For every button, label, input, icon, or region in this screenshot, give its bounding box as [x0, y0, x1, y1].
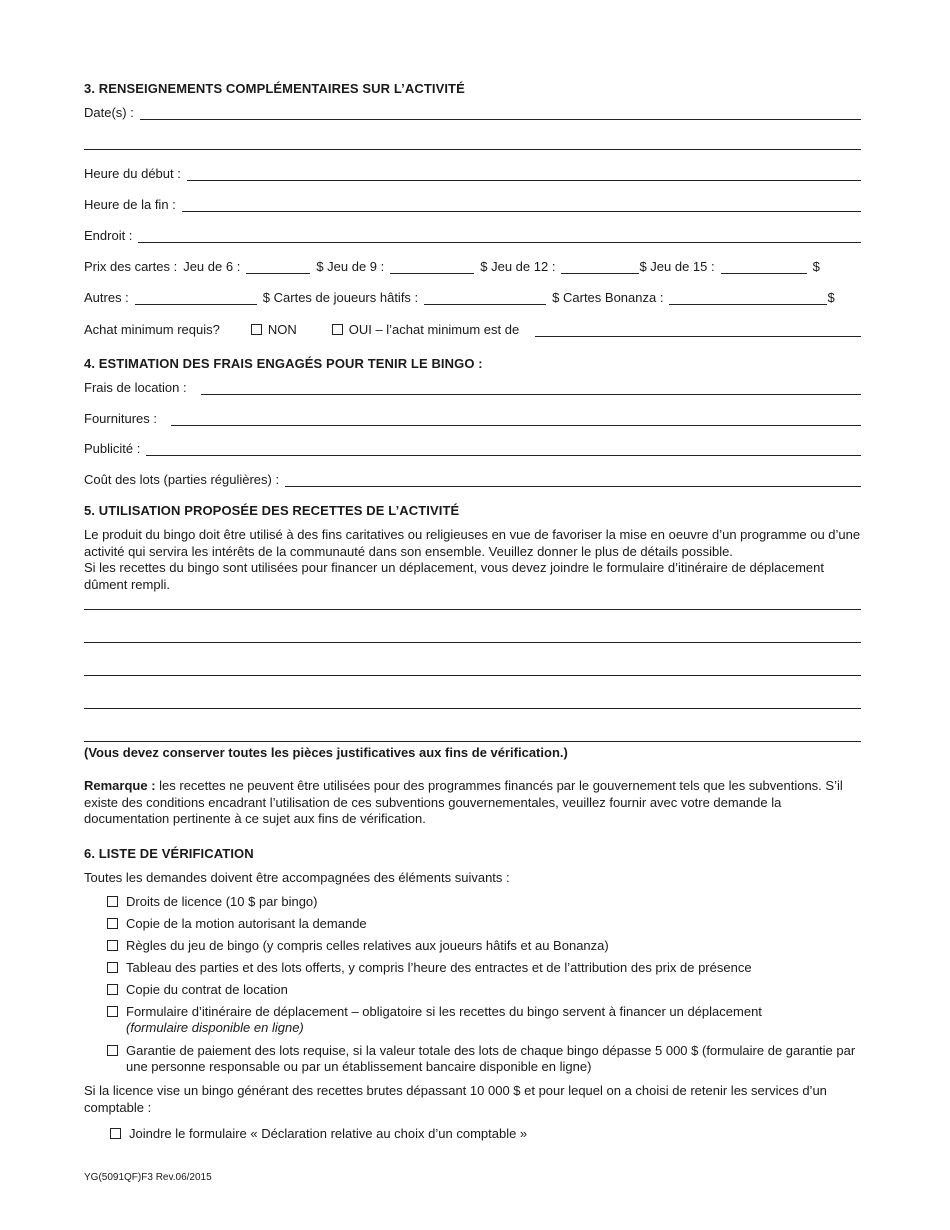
end-time-field[interactable]: [182, 199, 861, 212]
checklist-item-label: Droits de licence (10 $ par bingo): [126, 894, 318, 909]
checklist-checkbox[interactable]: [107, 1045, 118, 1056]
end-time-label: Heure de la fin :: [84, 197, 176, 212]
form-code-footer: YG(5091QF)F3 Rev.06/2015: [84, 1172, 212, 1183]
game12-label: $ Jeu de 12 :: [480, 259, 556, 274]
game15-label: $ Jeu de 15 :: [639, 259, 715, 274]
checklist-item: [107, 938, 867, 954]
no-checkbox[interactable]: [251, 324, 262, 335]
game9-label: $ Jeu de 9 :: [316, 259, 385, 274]
checklist-checkbox[interactable]: [107, 918, 118, 929]
start-time-label: Heure du début :: [84, 166, 181, 181]
checklist-item: [107, 894, 867, 910]
checklist-checkbox[interactable]: [107, 962, 118, 973]
keep-docs-note: (Vous devez conserver toutes les pièces justificatives aux fins de vérification.): [84, 745, 568, 760]
min-purchase-field[interactable]: [535, 324, 861, 337]
prizes-field[interactable]: [285, 474, 861, 487]
proceeds-line-4[interactable]: [84, 708, 861, 709]
proceeds-paragraph: [84, 527, 864, 593]
dates-field[interactable]: [140, 107, 861, 120]
section-6-title: 6. LISTE DE VÉRIFICATION: [84, 846, 254, 861]
place-label: Endroit :: [84, 228, 133, 243]
checklist-item-label: Copie du contrat de location: [126, 982, 288, 997]
checklist-intro: Toutes les demandes doivent être accompagnées des éléments suivants :: [84, 870, 510, 885]
proceeds-line-1[interactable]: [84, 609, 861, 610]
checklist-item: [107, 1043, 862, 1075]
prizes-row: [84, 471, 861, 487]
accountant-intro: Si la licence vise un bingo générant des recettes brutes dépassant 10 000 $ et pour lequel on a choisi de retenir les services d’un comptable :: [84, 1083, 827, 1115]
supplies-field[interactable]: [171, 413, 861, 426]
rental-row: [84, 379, 861, 395]
start-time-row: [84, 165, 861, 181]
proceeds-line-3[interactable]: [84, 675, 861, 676]
remark-paragraph: [84, 778, 864, 828]
game15-field[interactable]: [721, 261, 807, 274]
ads-row: [84, 440, 861, 456]
end-time-row: [84, 196, 861, 212]
start-time-field[interactable]: [187, 168, 861, 181]
checklist-checkbox[interactable]: [107, 1006, 118, 1017]
dates-row: [84, 104, 861, 120]
checklist-item: [107, 982, 867, 998]
rental-field[interactable]: [201, 382, 861, 395]
section-5-title: 5. UTILISATION PROPOSÉE DES RECETTES DE L’ACTIVITÉ: [84, 503, 460, 518]
dates-label: Date(s) :: [84, 105, 134, 120]
yes-checkbox[interactable]: [332, 324, 343, 335]
checklist-checkbox[interactable]: [107, 896, 118, 907]
early-bird-label: $ Cartes de joueurs hâtifs :: [262, 290, 419, 305]
prizes-label: Coût des lots (parties régulières) :: [84, 472, 280, 487]
checklist-item: [107, 1004, 867, 1036]
dates-field-line2[interactable]: [84, 149, 861, 150]
proceeds-text-1: Le produit du bingo doit être utilisé à des fins caritatives ou religieuses en vue de favoriser la mise en oeuvre d’un programme ou d’une activité qui servira les intérêts de la communauté dans son ensemble. Veuillez donner le plus de détails possible.: [84, 527, 861, 559]
card-prices-row: [84, 258, 864, 274]
min-purchase-row: [84, 321, 861, 337]
proceeds-text-2: Si les recettes du bingo sont utilisées pour financer un déplacement, vous devez joindre le formulaire d’itinéraire de déplacement dûment rempli.: [84, 560, 824, 592]
checklist-item: [107, 916, 867, 932]
accountant-item-label: Joindre le formulaire « Déclaration relative au choix d’un comptable »: [129, 1126, 528, 1141]
ads-label: Publicité :: [84, 441, 141, 456]
game6-field[interactable]: [246, 261, 310, 274]
checklist-item-label: Formulaire d’itinéraire de déplacement – obligatoire si les recettes du bingo servent à financer un déplacement: [126, 1004, 762, 1019]
checklist-checkbox[interactable]: [107, 940, 118, 951]
remark-text: les recettes ne peuvent être utilisées pour des programmes financés par le gouvernement tels que les subventions. S’il existe des conditions encadrant l’utilisation de ces subventions gouvernementales, veuillez fournir avec votre demande la documentation pertinente à ce sujet aux fins de vérification.: [84, 778, 843, 826]
min-purchase-label: Achat minimum requis?: [84, 322, 220, 337]
ads-field[interactable]: [146, 443, 861, 456]
checklist-item-label: Tableau des parties et des lots offerts, y compris l’heure des entractes et de l’attribution des prix de présence: [126, 960, 752, 975]
place-row: [84, 227, 861, 243]
game15-dollar: $: [812, 259, 820, 274]
bonanza-label: $ Cartes Bonanza :: [552, 290, 664, 305]
checklist-item-label: Garantie de paiement des lots requise, si la valeur totale des lots de chaque bingo dépasse 5 000 $ (formulaire de garantie par une personne responsable ou par un établissement bancaire disponible en ligne): [126, 1043, 856, 1074]
section-3-title: 3. RENSEIGNEMENTS COMPLÉMENTAIRES SUR L’ACTIVITÉ: [84, 81, 465, 96]
no-label: NON: [267, 322, 297, 337]
bonanza-dollar: $: [827, 290, 835, 305]
section-4-title: 4. ESTIMATION DES FRAIS ENGAGÉS POUR TENIR LE BINGO :: [84, 356, 483, 371]
bonanza-field[interactable]: [669, 292, 827, 305]
accountant-item: [110, 1126, 870, 1142]
game12-field[interactable]: [561, 261, 639, 274]
game9-field[interactable]: [390, 261, 474, 274]
early-bird-field[interactable]: [424, 292, 546, 305]
checklist-item-label: Copie de la motion autorisant la demande: [126, 916, 367, 931]
others-row: [84, 289, 864, 305]
checklist-item-note: (formulaire disponible en ligne): [126, 1020, 304, 1035]
supplies-row: [84, 410, 861, 426]
place-field[interactable]: [138, 230, 861, 243]
others-label: Autres :: [84, 290, 129, 305]
accountant-checkbox[interactable]: [110, 1128, 121, 1139]
yes-label: OUI – l’achat minimum est de: [348, 322, 520, 337]
checklist-checkbox[interactable]: [107, 984, 118, 995]
remark-label: Remarque :: [84, 778, 156, 793]
game6-label: Jeu de 6 :: [183, 259, 241, 274]
checklist-item-label: Règles du jeu de bingo (y compris celles relatives aux joueurs hâtifs et au Bonanza): [126, 938, 609, 953]
proceeds-line-5[interactable]: [84, 741, 861, 742]
others-field[interactable]: [135, 292, 257, 305]
proceeds-line-2[interactable]: [84, 642, 861, 643]
checklist-item: [107, 960, 867, 976]
supplies-label: Fournitures :: [84, 411, 157, 426]
rental-label: Frais de location :: [84, 380, 187, 395]
card-prices-label: Prix des cartes :: [84, 259, 178, 274]
